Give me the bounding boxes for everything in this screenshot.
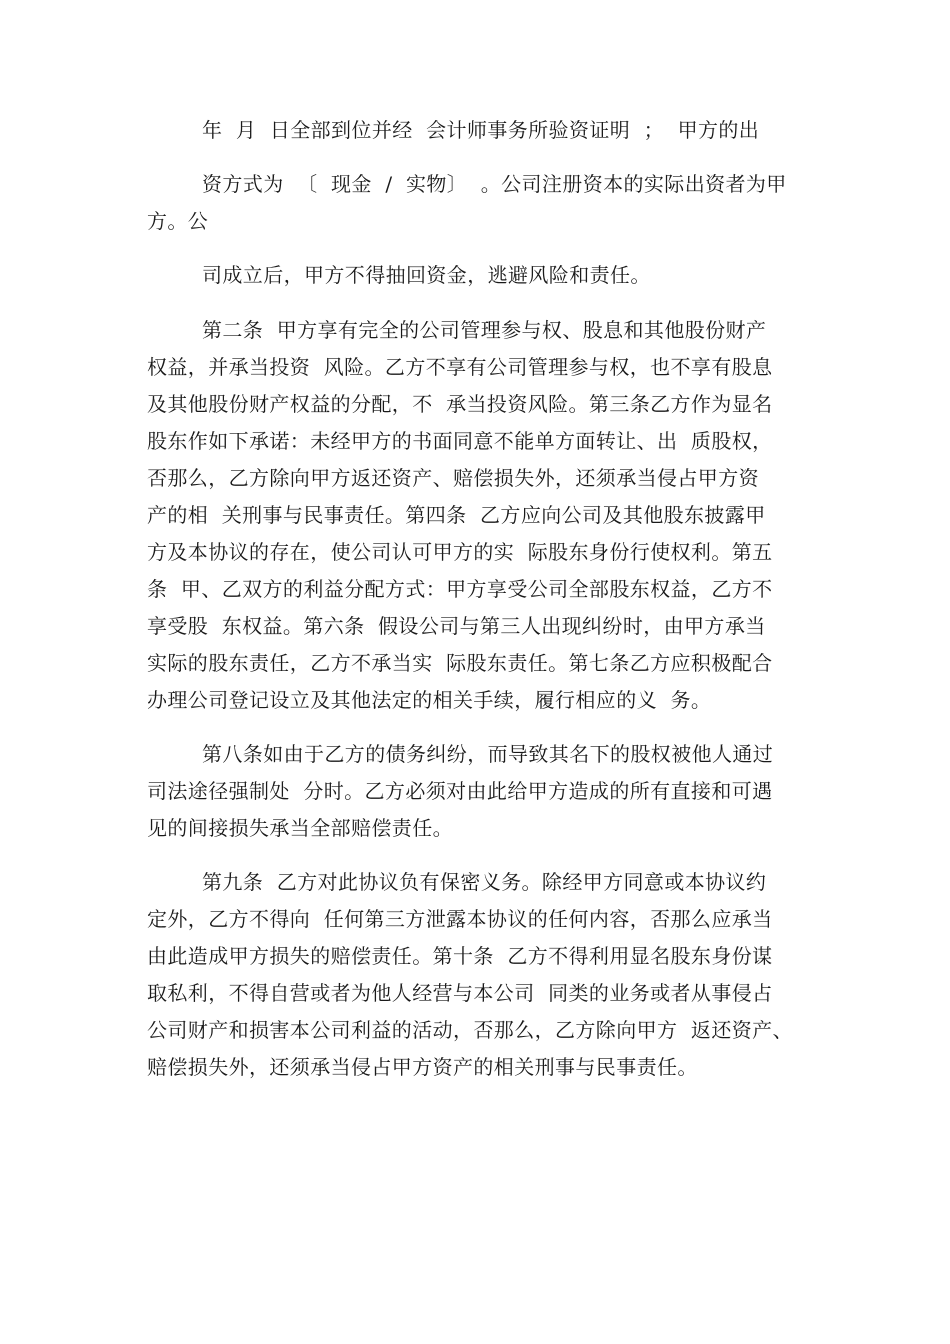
text-line-5: 第二条 甲方享有完全的公司管理参与权、股息和其他股份财产	[202, 318, 767, 342]
text-line-2: 资方式为 〔 现金 / 实物〕 。公司注册资本的实际出资者为甲	[202, 172, 787, 196]
text-line-13: 享受股 东权益。第六条 假设公司与第三人出现纠纷时，由甲方承当	[147, 614, 766, 638]
text-line-17: 司法途径强制处 分时。乙方必须对由此给甲方造成的所有直接和可遇	[147, 779, 773, 803]
text-line-9: 否那么，乙方除向甲方返还资产、赔偿损失外，还须承当侵占甲方资	[147, 466, 759, 490]
text-line-21: 由此造成甲方损失的赔偿责任。第十条 乙方不得利用显名股东身份谋	[147, 944, 773, 968]
text-line-20: 定外，乙方不得向 任何第三方泄露本协议的任何内容，否那么应承当	[147, 907, 773, 931]
text-line-3: 方。公	[147, 209, 209, 233]
text-line-12: 条 甲、乙双方的利益分配方式：甲方享受公司全部股东权益，乙方不	[147, 577, 773, 601]
text-line-22: 取私利，不得自营或者为他人经营与本公司 同类的业务或者从事侵占	[147, 981, 773, 1005]
text-line-18: 见的间接损失承当全部赔偿责任。	[147, 816, 453, 840]
text-line-10: 产的相 关刑事与民事责任。第四条 乙方应向公司及其他股东披露甲	[147, 503, 766, 527]
text-line-24: 赔偿损失外，还须承当侵占甲方资产的相关刑事与民事责任。	[147, 1055, 698, 1079]
text-line-11: 方及本协议的存在，使公司认可甲方的实 际股东身份行使权利。第五	[147, 540, 773, 564]
text-line-1: 年 月 日全部到位并经 会计师事务所验资证明 ； 甲方的出	[202, 118, 760, 142]
text-line-19: 第九条 乙方对此协议负有保密义务。除经甲方同意或本协议约	[202, 870, 767, 894]
text-line-8: 股东作如下承诺：未经甲方的书面同意不能单方面转让、出 质股权，	[147, 429, 773, 453]
text-line-16: 第八条如由于乙方的债务纠纷，而导致其名下的股权被他人通过	[202, 742, 774, 766]
text-line-15: 办理公司登记设立及其他法定的相关手续，履行相应的义 务。	[147, 688, 712, 712]
text-line-7: 及其他股份财产权益的分配，不 承当投资风险。第三条乙方作为显名	[147, 392, 773, 416]
text-line-14: 实际的股东责任，乙方不承当实 际股东责任。第七条乙方应积极配合	[147, 651, 773, 675]
text-line-4: 司成立后，甲方不得抽回资金，逃避风险和责任。	[202, 263, 651, 287]
text-line-6: 权益，并承当投资 风险。乙方不享有公司管理参与权，也不享有股息	[147, 355, 773, 379]
text-line-23: 公司财产和损害本公司利益的活动，否那么，乙方除向甲方 返还资产、	[147, 1018, 793, 1042]
